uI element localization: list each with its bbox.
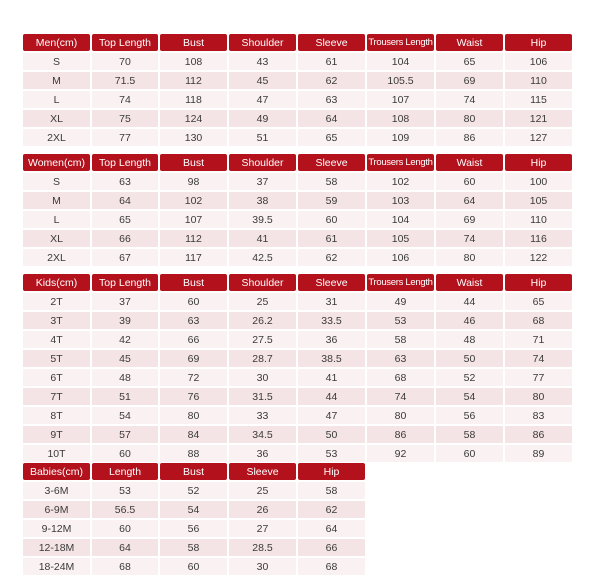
column-header: Shoulder	[229, 34, 296, 51]
measurement-cell: 69	[436, 72, 503, 89]
measurement-cell: 31	[298, 293, 365, 310]
measurement-cell: 74	[367, 388, 434, 405]
measurement-cell: 66	[92, 230, 158, 247]
measurement-cell: 72	[160, 369, 227, 386]
size-label-cell: 6T	[23, 369, 90, 386]
measurement-cell: 118	[160, 91, 227, 108]
size-label-cell: XL	[23, 110, 90, 127]
column-header: Trousers Length	[367, 154, 434, 171]
measurement-cell: 92	[367, 445, 434, 462]
measurement-cell: 71.5	[92, 72, 158, 89]
measurement-cell: 56	[436, 407, 503, 424]
column-header: Trousers Length	[367, 34, 434, 51]
measurement-cell: 70	[92, 53, 158, 70]
measurement-cell: 112	[160, 72, 227, 89]
column-header: Waist	[436, 34, 503, 51]
measurement-cell: 109	[367, 129, 434, 146]
measurement-cell: 88	[160, 445, 227, 462]
measurement-cell: 102	[367, 173, 434, 190]
measurement-cell: 58	[436, 426, 503, 443]
column-header: Women(cm)	[23, 154, 90, 171]
measurement-cell: 51	[92, 388, 158, 405]
measurement-cell: 108	[160, 53, 227, 70]
measurement-cell: 60	[92, 520, 158, 537]
measurement-cell: 80	[436, 110, 503, 127]
measurement-cell: 42	[92, 331, 158, 348]
measurement-cell: 124	[160, 110, 227, 127]
size-label-cell: S	[23, 53, 90, 70]
measurement-cell: 60	[160, 558, 227, 575]
measurement-cell: 84	[160, 426, 227, 443]
measurement-cell: 49	[367, 293, 434, 310]
column-header: Bust	[160, 154, 227, 171]
measurement-cell: 74	[92, 91, 158, 108]
measurement-cell: 44	[298, 388, 365, 405]
column-header: Kids(cm)	[23, 274, 90, 291]
measurement-cell: 115	[505, 91, 572, 108]
measurement-cell: 105	[505, 192, 572, 209]
measurement-cell: 80	[505, 388, 572, 405]
measurement-cell: 54	[92, 407, 158, 424]
measurement-cell: 63	[298, 91, 365, 108]
measurement-cell: 58	[298, 173, 365, 190]
measurement-cell: 56.5	[92, 501, 158, 518]
measurement-cell: 60	[160, 293, 227, 310]
measurement-cell: 86	[505, 426, 572, 443]
size-label-cell: 9T	[23, 426, 90, 443]
measurement-cell: 60	[298, 211, 365, 228]
measurement-cell: 66	[298, 539, 365, 556]
column-header: Shoulder	[229, 274, 296, 291]
measurement-cell: 44	[436, 293, 503, 310]
column-header: Hip	[505, 154, 572, 171]
column-header: Sleeve	[298, 154, 365, 171]
measurement-cell: 64	[92, 192, 158, 209]
measurement-cell: 53	[367, 312, 434, 329]
measurement-cell: 102	[160, 192, 227, 209]
measurement-cell: 75	[92, 110, 158, 127]
size-label-cell: M	[23, 72, 90, 89]
measurement-cell: 74	[436, 230, 503, 247]
measurement-cell: 25	[229, 482, 296, 499]
measurement-cell: 65	[505, 293, 572, 310]
size-label-cell: 2T	[23, 293, 90, 310]
column-header: Men(cm)	[23, 34, 90, 51]
measurement-cell: 67	[92, 249, 158, 266]
measurement-cell: 58	[298, 482, 365, 499]
measurement-cell: 53	[92, 482, 158, 499]
measurement-cell: 105	[367, 230, 434, 247]
measurement-cell: 100	[505, 173, 572, 190]
measurement-cell: 36	[229, 445, 296, 462]
measurement-cell: 41	[298, 369, 365, 386]
measurement-cell: 37	[92, 293, 158, 310]
measurement-cell: 47	[298, 407, 365, 424]
measurement-cell: 34.5	[229, 426, 296, 443]
column-header: Shoulder	[229, 154, 296, 171]
measurement-cell: 64	[298, 110, 365, 127]
measurement-cell: 48	[436, 331, 503, 348]
measurement-cell: 69	[436, 211, 503, 228]
measurement-cell: 28.7	[229, 350, 296, 367]
size-label-cell: 8T	[23, 407, 90, 424]
measurement-cell: 74	[505, 350, 572, 367]
men-size-table	[23, 34, 572, 146]
size-label-cell: XL	[23, 230, 90, 247]
measurement-cell: 50	[298, 426, 365, 443]
column-header: Waist	[436, 154, 503, 171]
size-label-cell: L	[23, 211, 90, 228]
measurement-cell: 80	[367, 407, 434, 424]
measurement-cell: 63	[160, 312, 227, 329]
measurement-cell: 33	[229, 407, 296, 424]
measurement-cell: 49	[229, 110, 296, 127]
measurement-cell: 80	[436, 249, 503, 266]
measurement-cell: 39	[92, 312, 158, 329]
measurement-cell: 110	[505, 72, 572, 89]
measurement-cell: 107	[160, 211, 227, 228]
measurement-cell: 57	[92, 426, 158, 443]
measurement-cell: 61	[298, 53, 365, 70]
column-header: Bust	[160, 274, 227, 291]
measurement-cell: 65	[92, 211, 158, 228]
measurement-cell: 130	[160, 129, 227, 146]
measurement-cell: 47	[229, 91, 296, 108]
measurement-cell: 37	[229, 173, 296, 190]
measurement-cell: 27	[229, 520, 296, 537]
measurement-cell: 60	[436, 173, 503, 190]
measurement-cell: 38	[229, 192, 296, 209]
measurement-cell: 66	[160, 331, 227, 348]
measurement-cell: 52	[160, 482, 227, 499]
size-label-cell: 4T	[23, 331, 90, 348]
size-label-cell: S	[23, 173, 90, 190]
measurement-cell: 77	[505, 369, 572, 386]
measurement-cell: 77	[92, 129, 158, 146]
measurement-cell: 51	[229, 129, 296, 146]
column-header: Hip	[298, 463, 365, 480]
babies-size-table	[23, 463, 365, 575]
measurement-cell: 39.5	[229, 211, 296, 228]
column-header: Trousers Length	[367, 274, 434, 291]
column-header: Top Length	[92, 154, 158, 171]
measurement-cell: 80	[160, 407, 227, 424]
size-label-cell: 5T	[23, 350, 90, 367]
size-label-cell: 2XL	[23, 129, 90, 146]
measurement-cell: 53	[298, 445, 365, 462]
column-header: Sleeve	[229, 463, 296, 480]
measurement-cell: 64	[298, 520, 365, 537]
column-header: Hip	[505, 274, 572, 291]
measurement-cell: 54	[436, 388, 503, 405]
column-header: Sleeve	[298, 34, 365, 51]
measurement-cell: 69	[160, 350, 227, 367]
women-size-table	[23, 154, 572, 266]
measurement-cell: 127	[505, 129, 572, 146]
kids-size-table	[23, 274, 572, 462]
column-header: Waist	[436, 274, 503, 291]
measurement-cell: 41	[229, 230, 296, 247]
measurement-cell: 122	[505, 249, 572, 266]
measurement-cell: 33.5	[298, 312, 365, 329]
size-label-cell: 6-9M	[23, 501, 90, 518]
measurement-cell: 65	[436, 53, 503, 70]
measurement-cell: 103	[367, 192, 434, 209]
measurement-cell: 117	[160, 249, 227, 266]
size-label-cell: M	[23, 192, 90, 209]
measurement-cell: 83	[505, 407, 572, 424]
measurement-cell: 107	[367, 91, 434, 108]
measurement-cell: 98	[160, 173, 227, 190]
measurement-cell: 50	[436, 350, 503, 367]
column-header: Length	[92, 463, 158, 480]
size-label-cell: 3T	[23, 312, 90, 329]
measurement-cell: 112	[160, 230, 227, 247]
column-header: Bust	[160, 34, 227, 51]
measurement-cell: 68	[298, 558, 365, 575]
measurement-cell: 74	[436, 91, 503, 108]
measurement-cell: 62	[298, 501, 365, 518]
measurement-cell: 65	[298, 129, 365, 146]
column-header: Top Length	[92, 274, 158, 291]
size-label-cell: 10T	[23, 445, 90, 462]
measurement-cell: 25	[229, 293, 296, 310]
column-header: Babies(cm)	[23, 463, 90, 480]
column-header: Top Length	[92, 34, 158, 51]
measurement-cell: 64	[436, 192, 503, 209]
measurement-cell: 36	[298, 331, 365, 348]
measurement-cell: 106	[505, 53, 572, 70]
measurement-cell: 52	[436, 369, 503, 386]
measurement-cell: 62	[298, 249, 365, 266]
measurement-cell: 31.5	[229, 388, 296, 405]
size-label-cell: 7T	[23, 388, 90, 405]
measurement-cell: 45	[92, 350, 158, 367]
measurement-cell: 121	[505, 110, 572, 127]
measurement-cell: 60	[92, 445, 158, 462]
size-label-cell: 2XL	[23, 249, 90, 266]
measurement-cell: 108	[367, 110, 434, 127]
size-label-cell: 3-6M	[23, 482, 90, 499]
measurement-cell: 105.5	[367, 72, 434, 89]
measurement-cell: 38.5	[298, 350, 365, 367]
measurement-cell: 64	[92, 539, 158, 556]
measurement-cell: 68	[367, 369, 434, 386]
measurement-cell: 60	[436, 445, 503, 462]
measurement-cell: 71	[505, 331, 572, 348]
measurement-cell: 59	[298, 192, 365, 209]
column-header: Bust	[160, 463, 227, 480]
measurement-cell: 110	[505, 211, 572, 228]
measurement-cell: 26	[229, 501, 296, 518]
measurement-cell: 116	[505, 230, 572, 247]
measurement-cell: 43	[229, 53, 296, 70]
size-label-cell: L	[23, 91, 90, 108]
measurement-cell: 86	[436, 129, 503, 146]
measurement-cell: 42.5	[229, 249, 296, 266]
measurement-cell: 27.5	[229, 331, 296, 348]
measurement-cell: 76	[160, 388, 227, 405]
measurement-cell: 28.5	[229, 539, 296, 556]
measurement-cell: 46	[436, 312, 503, 329]
measurement-cell: 68	[92, 558, 158, 575]
measurement-cell: 58	[160, 539, 227, 556]
measurement-cell: 104	[367, 211, 434, 228]
measurement-cell: 58	[367, 331, 434, 348]
measurement-cell: 63	[92, 173, 158, 190]
measurement-cell: 104	[367, 53, 434, 70]
column-header: Hip	[505, 34, 572, 51]
size-label-cell: 18-24M	[23, 558, 90, 575]
measurement-cell: 68	[505, 312, 572, 329]
measurement-cell: 56	[160, 520, 227, 537]
measurement-cell: 45	[229, 72, 296, 89]
measurement-cell: 61	[298, 230, 365, 247]
measurement-cell: 106	[367, 249, 434, 266]
measurement-cell: 48	[92, 369, 158, 386]
measurement-cell: 54	[160, 501, 227, 518]
measurement-cell: 30	[229, 558, 296, 575]
size-label-cell: 9-12M	[23, 520, 90, 537]
measurement-cell: 30	[229, 369, 296, 386]
column-header: Sleeve	[298, 274, 365, 291]
measurement-cell: 26.2	[229, 312, 296, 329]
measurement-cell: 63	[367, 350, 434, 367]
size-label-cell: 12-18M	[23, 539, 90, 556]
measurement-cell: 89	[505, 445, 572, 462]
measurement-cell: 86	[367, 426, 434, 443]
measurement-cell: 62	[298, 72, 365, 89]
